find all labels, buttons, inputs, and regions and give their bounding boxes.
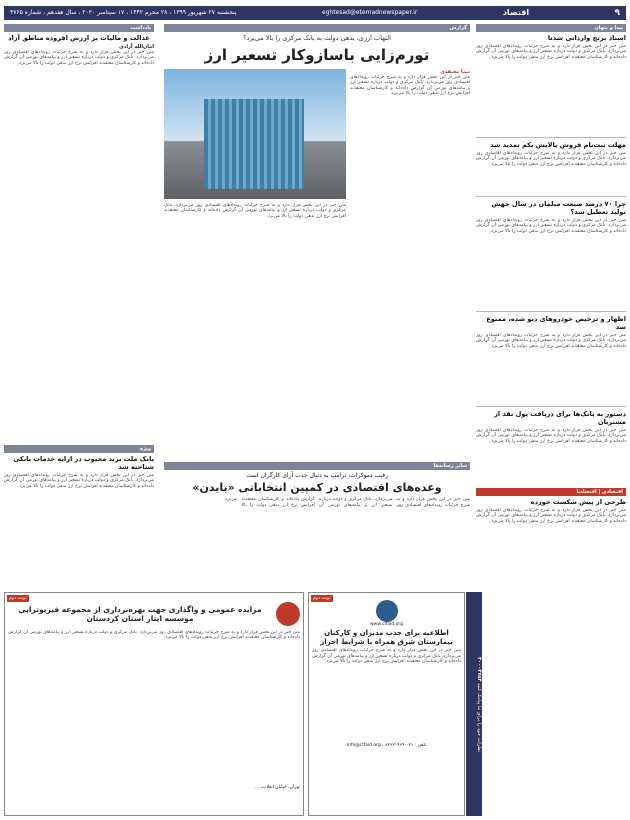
headline-kicker: رقیب دموکرات، ترامپ به دنبال جذب آرای کارگران است xyxy=(246,472,388,479)
section-label: ویژه xyxy=(4,445,154,453)
ad-badge: نوبت دوم xyxy=(9,596,27,601)
section-title: اقتصاد xyxy=(502,8,530,18)
ad-body: متن خبر در این بخش قرار دارد و به شرح جزئیات رویدادهای اقتصادی روز می‌پردازد. بانک مرکزی و دولت درباره تسعیر ارز و پیامدهای تورمی آن گزارش داده‌اند و کارشناسان معتقدند افزایش نرخ ارز بدهی دولت را بالا می‌برد. xyxy=(312,648,461,664)
news-title: چرا ۷۰ درصد صنعت مبلمان در سال جهش تولید تعطیل شد؟ xyxy=(491,200,626,216)
opinion-title: عدالت و مالیات بر ارزش افزوده مناطق آزاد xyxy=(8,34,150,42)
hospital-ad xyxy=(308,592,465,816)
news-body: متن خبر در این بخش قرار دارد و به شرح جزئیات رویدادهای اقتصادی روز می‌پردازد. بانک مرکزی و دولت درباره تسعیر ارز و پیامدهای تورمی آن گزارش داده‌اند و کارشناسان معتقدند افزایش نرخ ارز بدهی دولت را بالا می‌برد. xyxy=(476,151,626,167)
article-body: متن خبر در این بخش قرار دارد و به شرح جزئیات رویدادهای اقتصادی روز می‌پردازد. بانک مرکزی و دولت درباره تسعیر ارز و پیامدهای تورمی آن گزارش داده‌اند و کارشناسان معتقدند افزایش نرخ ارز بدهی دولت را بالا می‌برد. xyxy=(164,202,346,219)
news-body: متن خبر در این بخش قرار دارد و به شرح جزئیات رویدادهای اقتصادی روز می‌پردازد. بانک مرکزی و دولت درباره تسعیر ارز و پیامدهای تورمی آن گزارش داده‌اند و کارشناسان معتقدند افزایش نرخ ارز بدهی دولت را بالا می‌برد. xyxy=(476,428,626,444)
section-label: اقتصادی | اقتصادنا xyxy=(476,488,626,496)
news-body: متن خبر در این بخش قرار دارد و به شرح جزئیات رویدادهای اقتصادی روز می‌پردازد. بانک مرکزی و دولت درباره تسعیر ارز و پیامدهای تورمی آن گزارش داده‌اند و کارشناسان معتقدند افزایش نرخ ارز بدهی دولت را بالا می‌برد. xyxy=(476,508,626,524)
news-body: متن خبر در این بخش قرار دارد و به شرح جزئیات رویدادهای اقتصادی روز می‌پردازد. بانک مرکزی و دولت درباره تسعیر ارز و پیامدهای تورمی آن گزارش داده‌اند و کارشناسان معتقدند افزایش نرخ ارز بدهی دولت را بالا می‌برد. xyxy=(4,473,154,489)
news-title: بانک ملت برند محبوب در ارایه خدمات بانکی شناخته شد xyxy=(13,455,154,471)
center-column xyxy=(164,24,470,415)
ad-body: متن خبر در این بخش قرار دارد و به شرح جزئیات رویدادهای اقتصادی روز می‌پردازد. بانک مرکزی و دولت درباره تسعیر ارز و پیامدهای تورمی آن گزارش داده‌اند و کارشناسان معتقدند افزایش نرخ ارز بدهی دولت را بالا می‌برد. xyxy=(8,630,300,641)
issue-info: پنجشنبه ۲۷ شهریور ۱۳۹۹ ، ۲۸ محرم ۱۴۴۲ ، ۱۷ سپتامبر ۲۰۲۰ ، سال هفدهم ، شماره ۴۷۶۵ xyxy=(10,9,237,17)
page-header xyxy=(4,6,626,20)
right-column xyxy=(476,24,626,723)
news-title: مهلت ثبت‌نام فروش پالایش یکم تمدید شد xyxy=(490,141,626,149)
section-label: گزارش xyxy=(164,24,470,32)
section-label: سایر رسانه‌ها xyxy=(164,462,470,470)
news-body: متن خبر در این بخش قرار دارد و به شرح جزئیات رویدادهای اقتصادی روز می‌پردازد. بانک مرکزی و دولت درباره تسعیر ارز و پیامدهای تورمی آن گزارش داده‌اند و کارشناسان معتقدند افزایش نرخ ارز بدهی دولت را بالا می‌برد. xyxy=(476,44,626,60)
author: امان‌الله آزادی xyxy=(119,44,154,50)
news-body: متن خبر در این بخش قرار دارد و به شرح جزئیات رویدادهای اقتصادی روز می‌پردازد. بانک مرکزی و دولت درباره تسعیر ارز و پیامدهای تورمی آن گزارش داده‌اند و کارشناسان معتقدند افزایش نرخ ارز بدهی دولت را بالا می‌برد. xyxy=(476,218,626,234)
article-body: متن خبر در این بخش قرار دارد و به شرح جزئیات رویدادهای اقتصادی روز می‌پردازد. بانک مرکزی و دولت درباره تسعیر ارز و پیامدهای تورمی آن گزارش داده‌اند و کارشناسان معتقدند افزایش نرخ ارز بدهی دولت را بالا می‌برد. xyxy=(223,497,470,508)
sms-box xyxy=(466,592,482,816)
headline-kicker: التهاب ارزی، بدهی دولت به بانک مرکزی را بالا می‌برد؟ xyxy=(243,34,391,42)
opinion-body: متن خبر در این بخش قرار دارد و به شرح جزئیات رویدادهای اقتصادی روز می‌پردازد. بانک مرکزی و دولت درباره تسعیر ارز و پیامدهای تورمی آن گزارش داده‌اند و کارشناسان معتقدند افزایش نرخ ارز بدهی دولت را بالا می‌برد. xyxy=(4,50,154,66)
world-news xyxy=(164,462,470,587)
ad-footer: تهران، خیابان انقلاب، ... xyxy=(255,785,300,790)
ad-title: اطلاعیه برای جذب مدیران و کارکنان بیمارستان شرق همراه با شرایط احراز xyxy=(320,629,453,646)
section-label: یادداشت xyxy=(4,24,154,32)
org-logo xyxy=(376,600,398,622)
main-headline: تورم‌زایی باسازوکار تسعیر ارز xyxy=(204,45,430,64)
news-title: اسناد برنج وارداتی شدنا xyxy=(547,34,626,42)
central-bank-photo xyxy=(164,69,346,199)
ad-contact: تلفن : ۰۲۱-۸۲۶۲۱۹۶۹ ، info@clfaid.org xyxy=(346,743,427,749)
news-title: طرحی از پیش شکست خورده xyxy=(530,498,626,506)
section-label: پیدا و پنهان xyxy=(476,24,626,32)
news-title: دستور به بانک‌ها برای دریافت پول نقد از مشتریان xyxy=(494,410,626,426)
news-title: اظهار و ترخیص خودروهای دیو شده، ممنوع شد xyxy=(486,315,626,331)
sms-number: ۳۰۰۰۴۷۵۳ xyxy=(476,656,482,681)
headline: وعده‌های اقتصادی در کمپین انتخاباتی «بایدن» xyxy=(192,481,442,495)
ad-title: مزایده عمومی و واگذاری جهت بهره‌برداری از مجموعه فیزیوتراپی موسسه ایثار استان کردستان xyxy=(18,605,262,623)
left-column xyxy=(4,24,154,523)
org-url: www.clfaid.org xyxy=(369,622,404,627)
page-number: ۹ xyxy=(614,7,620,18)
email: eghtesad@etemadnewspaper.ir xyxy=(321,9,418,17)
news-body: متن خبر در این بخش قرار دارد و به شرح جزئیات رویدادهای اقتصادی روز می‌پردازد. بانک مرکزی و دولت درباره تسعیر ارز و پیامدهای تورمی آن گزارش داده‌اند و کارشناسان معتقدند افزایش نرخ ارز بدهی دولت را بالا می‌برد. xyxy=(476,333,626,349)
org-logo xyxy=(276,602,300,626)
byline: نیما معتقدی xyxy=(440,68,470,75)
article-body: متن خبر در این بخش قرار دارد و به شرح جزئیات رویدادهای اقتصادی روز می‌پردازد. بانک مرکزی و دولت درباره تسعیر ارز و پیامدهای تورمی آن گزارش داده‌اند و کارشناسان معتقدند افزایش نرخ ارز بدهی دولت را بالا می‌برد. xyxy=(350,74,470,97)
ad-badge: نوبت دوم xyxy=(313,596,331,601)
auction-ad xyxy=(4,592,304,816)
sms-note: نظرات خود را برای ما پیامک کنید xyxy=(476,682,482,752)
